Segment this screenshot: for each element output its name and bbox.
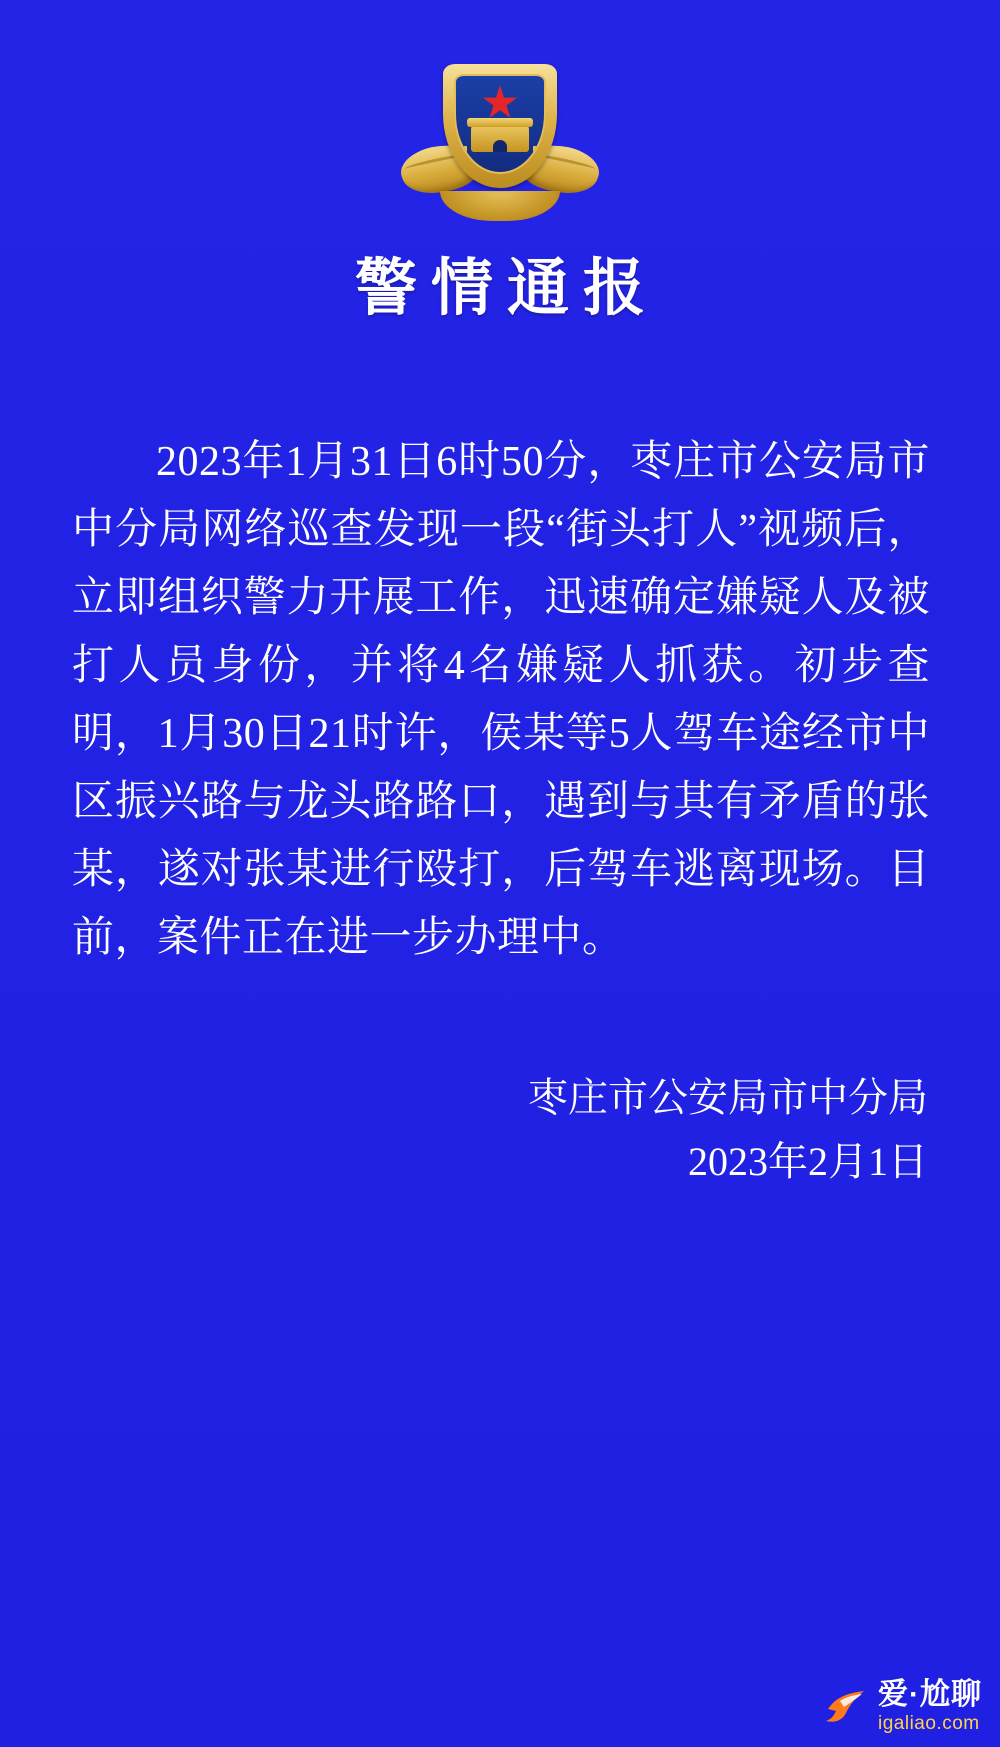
page-title: 警情通报 bbox=[354, 254, 659, 323]
watermark bbox=[824, 1680, 982, 1733]
emblem-shield-inner bbox=[454, 74, 546, 174]
watermark-text bbox=[878, 1680, 982, 1733]
bird-logo-icon bbox=[824, 1687, 868, 1727]
notice-body bbox=[72, 428, 930, 972]
signature-date: 2023年2月1日 bbox=[688, 1139, 928, 1184]
signature-issuer: 枣庄市公安局市中分局 bbox=[528, 1075, 928, 1120]
signature-block bbox=[528, 1066, 928, 1194]
tiananmen-gate-icon bbox=[471, 126, 529, 152]
watermark-brand: 爱·尬聊 bbox=[878, 1678, 982, 1711]
china-police-emblem bbox=[405, 58, 595, 223]
notice-paragraph: 2023年1月31日6时50分，枣庄市公安局市中分局网络巡查发现一段“街头打人”视频后，立即组织警力开展工作，迅速确定嫌疑人及被打人员身份，并将4名嫌疑人抓获。初步查明，1月30日21时许，侯某等5人驾车途经市中区振兴路与龙头路路口，遇到与其有矛盾的张某，遂对张某进行殴打，后驾车逃离现场。目前，案件正在进一步办理中。 bbox=[72, 439, 930, 962]
emblem-container bbox=[0, 58, 1000, 223]
emblem-base-icon bbox=[440, 191, 560, 221]
watermark-domain: igaliao.com bbox=[878, 1713, 980, 1734]
red-star-icon bbox=[482, 85, 518, 121]
